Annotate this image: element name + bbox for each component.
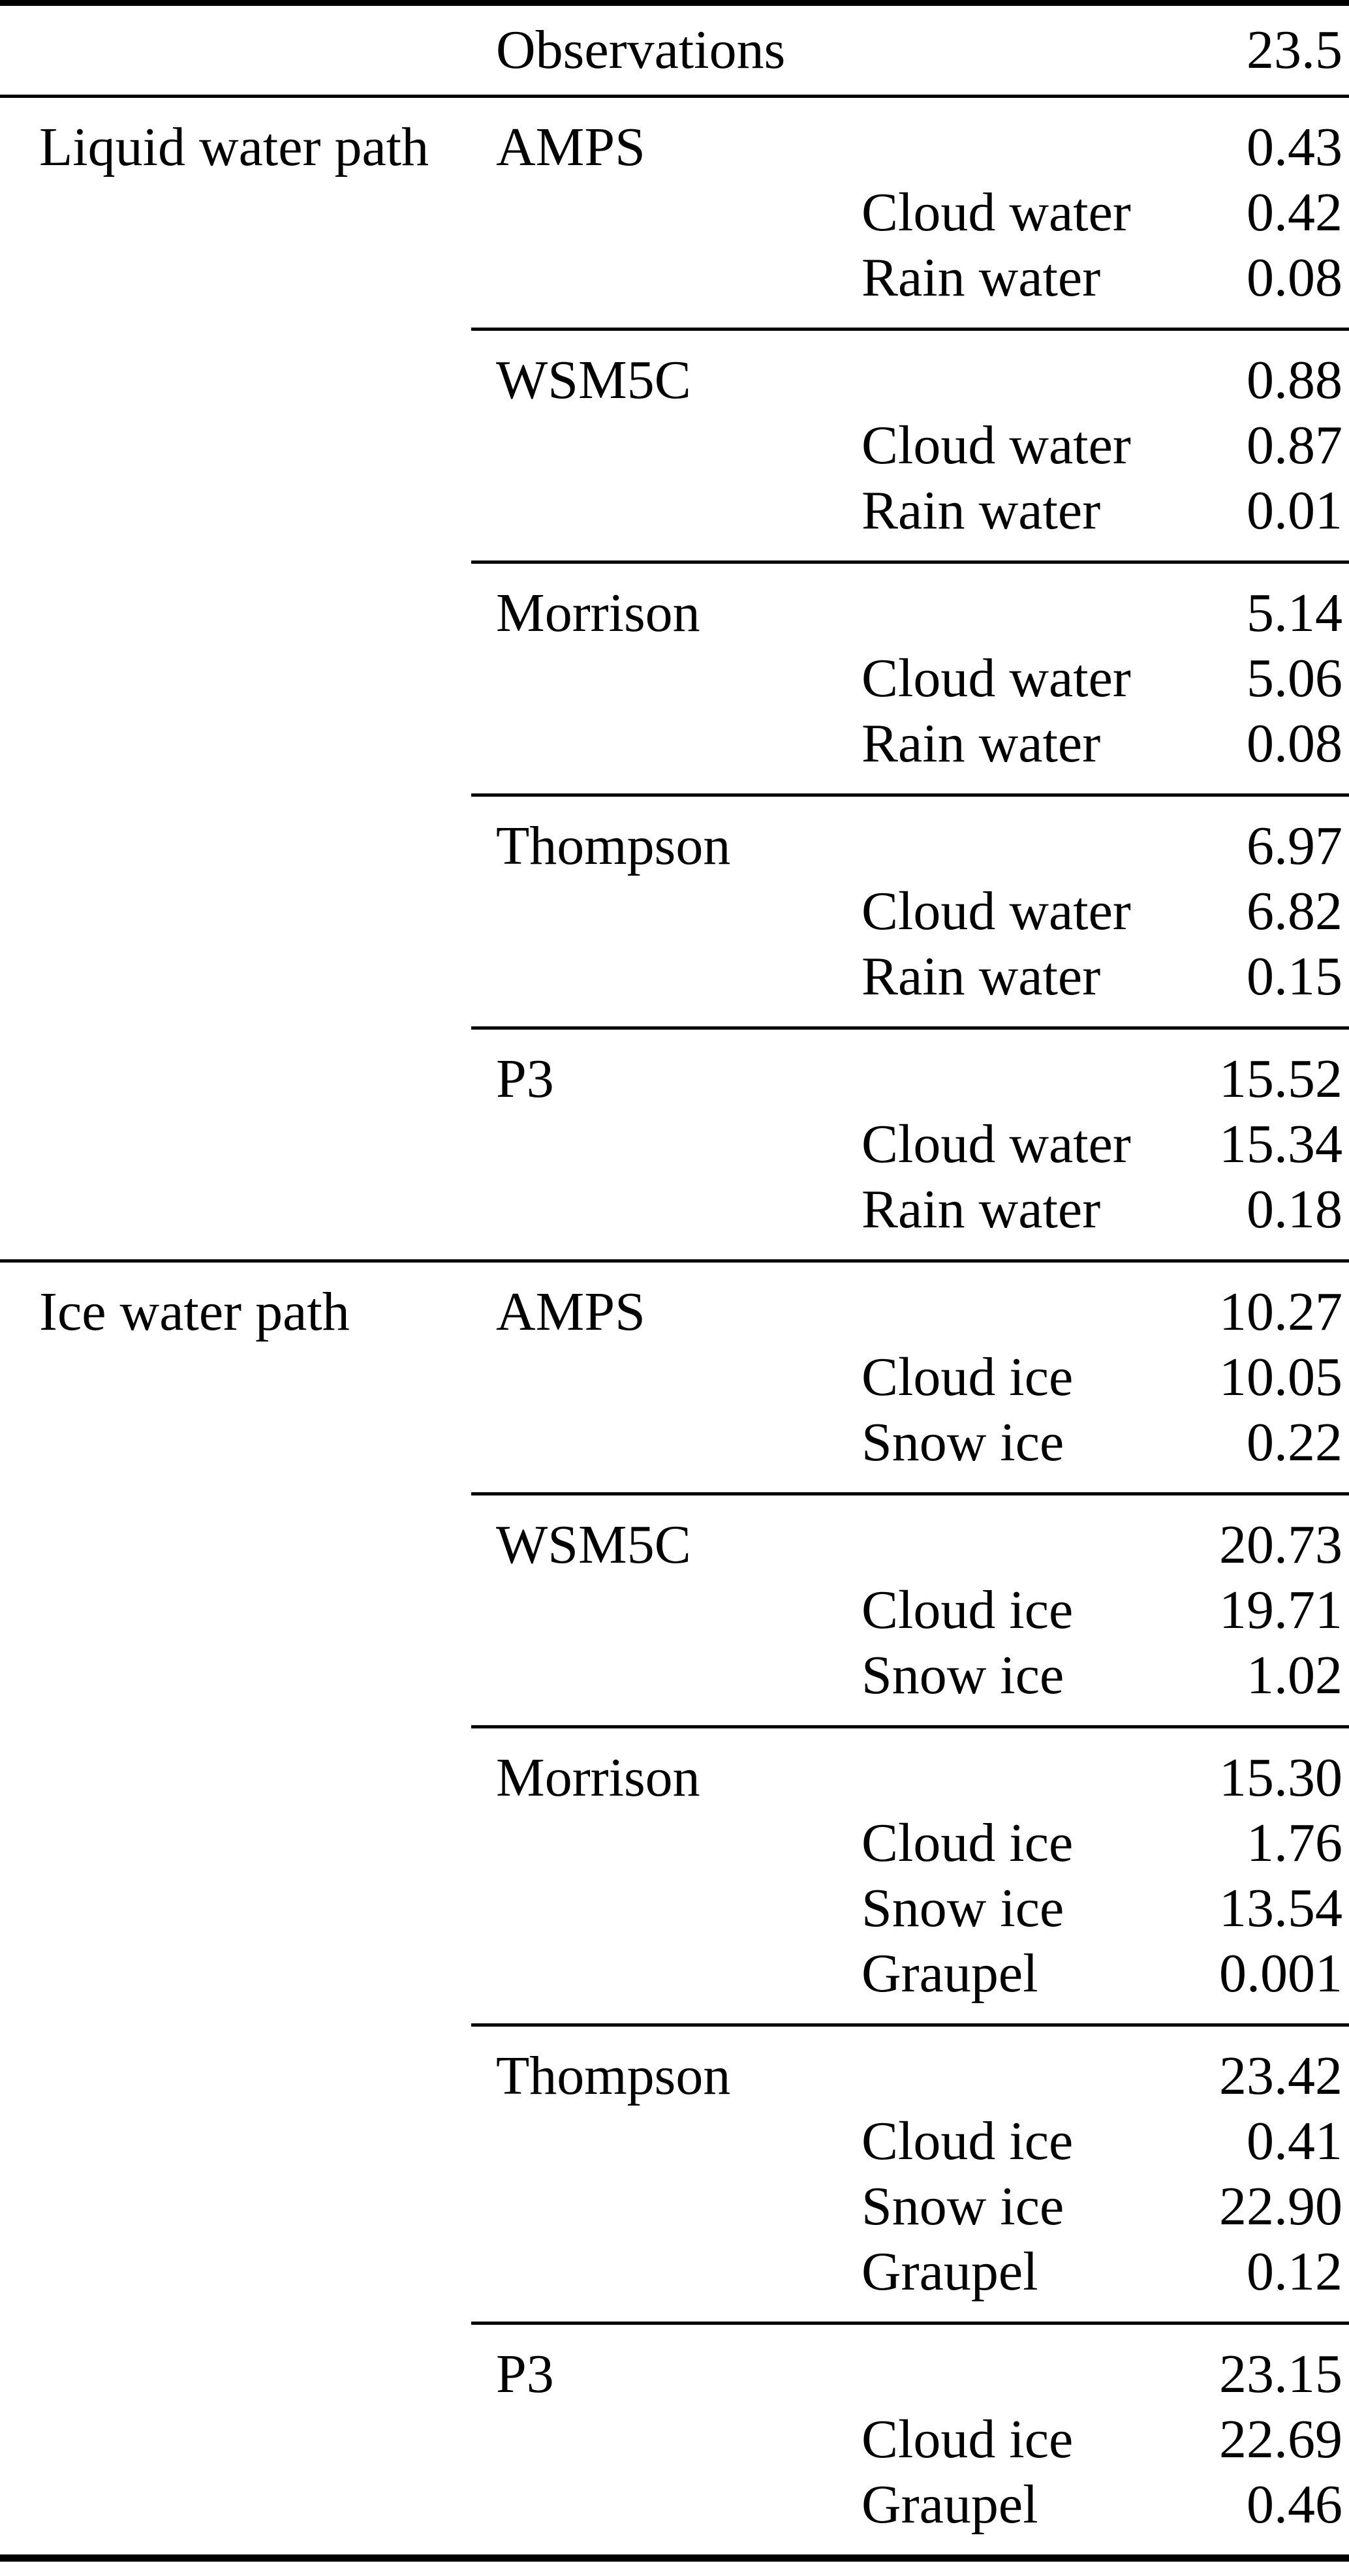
component-label: Cloud water — [861, 648, 1131, 709]
model-label: WSM5C — [496, 350, 691, 410]
row-value: 0.43 — [1247, 117, 1342, 177]
model-group-p3 — [0, 2325, 1349, 2554]
section-liquid-water-path — [0, 98, 1349, 1259]
component-label: Cloud ice — [861, 2409, 1074, 2470]
row-value: 23.15 — [1219, 2344, 1342, 2404]
table-row — [0, 2472, 1349, 2538]
table-row — [0, 1177, 1349, 1242]
table-row — [0, 581, 1349, 646]
row-value: 20.73 — [1219, 1514, 1342, 1575]
table-row — [0, 1512, 1349, 1578]
row-value: 15.34 — [1219, 1114, 1342, 1174]
row-value: 0.12 — [1247, 2241, 1342, 2302]
table-row — [0, 1811, 1349, 1876]
table-row — [0, 2174, 1349, 2239]
table-row — [0, 2044, 1349, 2109]
row-value: 5.06 — [1247, 648, 1342, 709]
row-value: 19.71 — [1219, 1580, 1342, 1640]
model-group-thompson — [0, 2027, 1349, 2322]
table-row-observations — [0, 6, 1349, 95]
table-top-rule — [0, 0, 1349, 6]
section-ice-water-path — [0, 1263, 1349, 2554]
component-label: Cloud ice — [861, 2111, 1074, 2171]
row-value: 15.52 — [1219, 1049, 1342, 1109]
model-label: AMPS — [496, 1281, 645, 1342]
row-value: 0.42 — [1247, 182, 1342, 243]
table-row — [0, 1345, 1349, 1410]
component-label: Rain water — [861, 946, 1101, 1007]
model-group-amps — [0, 98, 1349, 328]
model-group-morrison — [0, 564, 1349, 793]
table-row — [0, 1643, 1349, 1708]
row-value: 22.69 — [1219, 2409, 1342, 2470]
row-value: 6.82 — [1247, 881, 1342, 942]
table-row — [0, 348, 1349, 413]
component-label: Cloud water — [861, 881, 1131, 942]
table-row — [0, 1410, 1349, 1475]
model-group-wsm5c — [0, 331, 1349, 560]
model-group-amps — [0, 1263, 1349, 1492]
row-value: 1.02 — [1247, 1645, 1342, 1706]
row-value: 0.41 — [1247, 2111, 1342, 2171]
row-value: 0.46 — [1247, 2474, 1342, 2535]
table-row — [0, 1112, 1349, 1177]
component-label: Cloud ice — [861, 1813, 1074, 1873]
row-value: 23.42 — [1219, 2046, 1342, 2106]
row-value: 6.97 — [1247, 816, 1342, 876]
row-value: 5.14 — [1247, 583, 1342, 643]
component-label: Snow ice — [861, 1645, 1064, 1706]
table-row — [0, 478, 1349, 544]
component-label: Rain water — [861, 247, 1101, 308]
table-row — [0, 413, 1349, 478]
component-label: Rain water — [861, 480, 1101, 541]
row-value: 22.90 — [1219, 2176, 1342, 2237]
row-value: 10.27 — [1219, 1281, 1342, 1342]
row-value: 0.22 — [1247, 1412, 1342, 1473]
variable-label: Ice water path — [39, 1281, 350, 1342]
component-label: Snow ice — [861, 2176, 1064, 2237]
table-row — [0, 1578, 1349, 1643]
row-value: 10.05 — [1219, 1347, 1342, 1407]
table-row — [0, 1745, 1349, 1811]
table-row — [0, 879, 1349, 944]
row-value: 0.88 — [1247, 350, 1342, 410]
table-row — [0, 814, 1349, 879]
row-value: 0.15 — [1247, 946, 1342, 1007]
model-group-morrison — [0, 1728, 1349, 2023]
row-label: Observations — [496, 20, 786, 80]
table-row — [0, 115, 1349, 180]
component-label: Snow ice — [861, 1412, 1064, 1473]
table-row — [0, 1047, 1349, 1112]
model-label: P3 — [496, 1049, 554, 1109]
model-label: Thompson — [496, 2046, 731, 2106]
component-label: Graupel — [861, 1943, 1038, 2004]
model-group-thompson — [0, 797, 1349, 1026]
table-row — [0, 2342, 1349, 2407]
model-label: Morrison — [496, 583, 700, 643]
component-label: Snow ice — [861, 1878, 1064, 1939]
component-label: Cloud water — [861, 182, 1131, 243]
row-value: 0.87 — [1247, 415, 1342, 476]
component-label: Graupel — [861, 2241, 1038, 2302]
component-label: Cloud water — [861, 415, 1131, 476]
model-label: Thompson — [496, 816, 731, 876]
model-label: P3 — [496, 2344, 554, 2404]
model-group-wsm5c — [0, 1495, 1349, 1725]
component-label: Cloud ice — [861, 1580, 1074, 1640]
row-value: 0.01 — [1247, 480, 1342, 541]
component-label: Cloud ice — [861, 1347, 1074, 1407]
table-row — [0, 2239, 1349, 2305]
row-value: 15.30 — [1219, 1747, 1342, 1808]
table-row — [0, 711, 1349, 776]
table-row — [0, 245, 1349, 311]
row-value: 0.001 — [1219, 1943, 1342, 2004]
model-label: Morrison — [496, 1747, 700, 1808]
table-row — [0, 646, 1349, 711]
component-label: Graupel — [861, 2474, 1038, 2535]
row-value: 0.18 — [1247, 1179, 1342, 1240]
table-row — [0, 180, 1349, 245]
row-value: 13.54 — [1219, 1878, 1342, 1939]
component-label: Rain water — [861, 1179, 1101, 1240]
model-label: WSM5C — [496, 1514, 691, 1575]
row-value: 1.76 — [1247, 1813, 1342, 1873]
model-group-p3 — [0, 1030, 1349, 1259]
table-row — [0, 1941, 1349, 2006]
row-value: 23.5 — [1247, 20, 1342, 80]
model-label: AMPS — [496, 117, 645, 177]
variable-label: Liquid water path — [39, 117, 429, 177]
component-label: Cloud water — [861, 1114, 1131, 1174]
table-row — [0, 2109, 1349, 2174]
row-value: 0.08 — [1247, 247, 1342, 308]
table-row — [0, 944, 1349, 1009]
table-row — [0, 1280, 1349, 1345]
table-row — [0, 2407, 1349, 2472]
component-label: Rain water — [861, 713, 1101, 774]
table-bottom-rule — [0, 2554, 1349, 2562]
table-row — [0, 1876, 1349, 1941]
row-value: 0.08 — [1247, 713, 1342, 774]
